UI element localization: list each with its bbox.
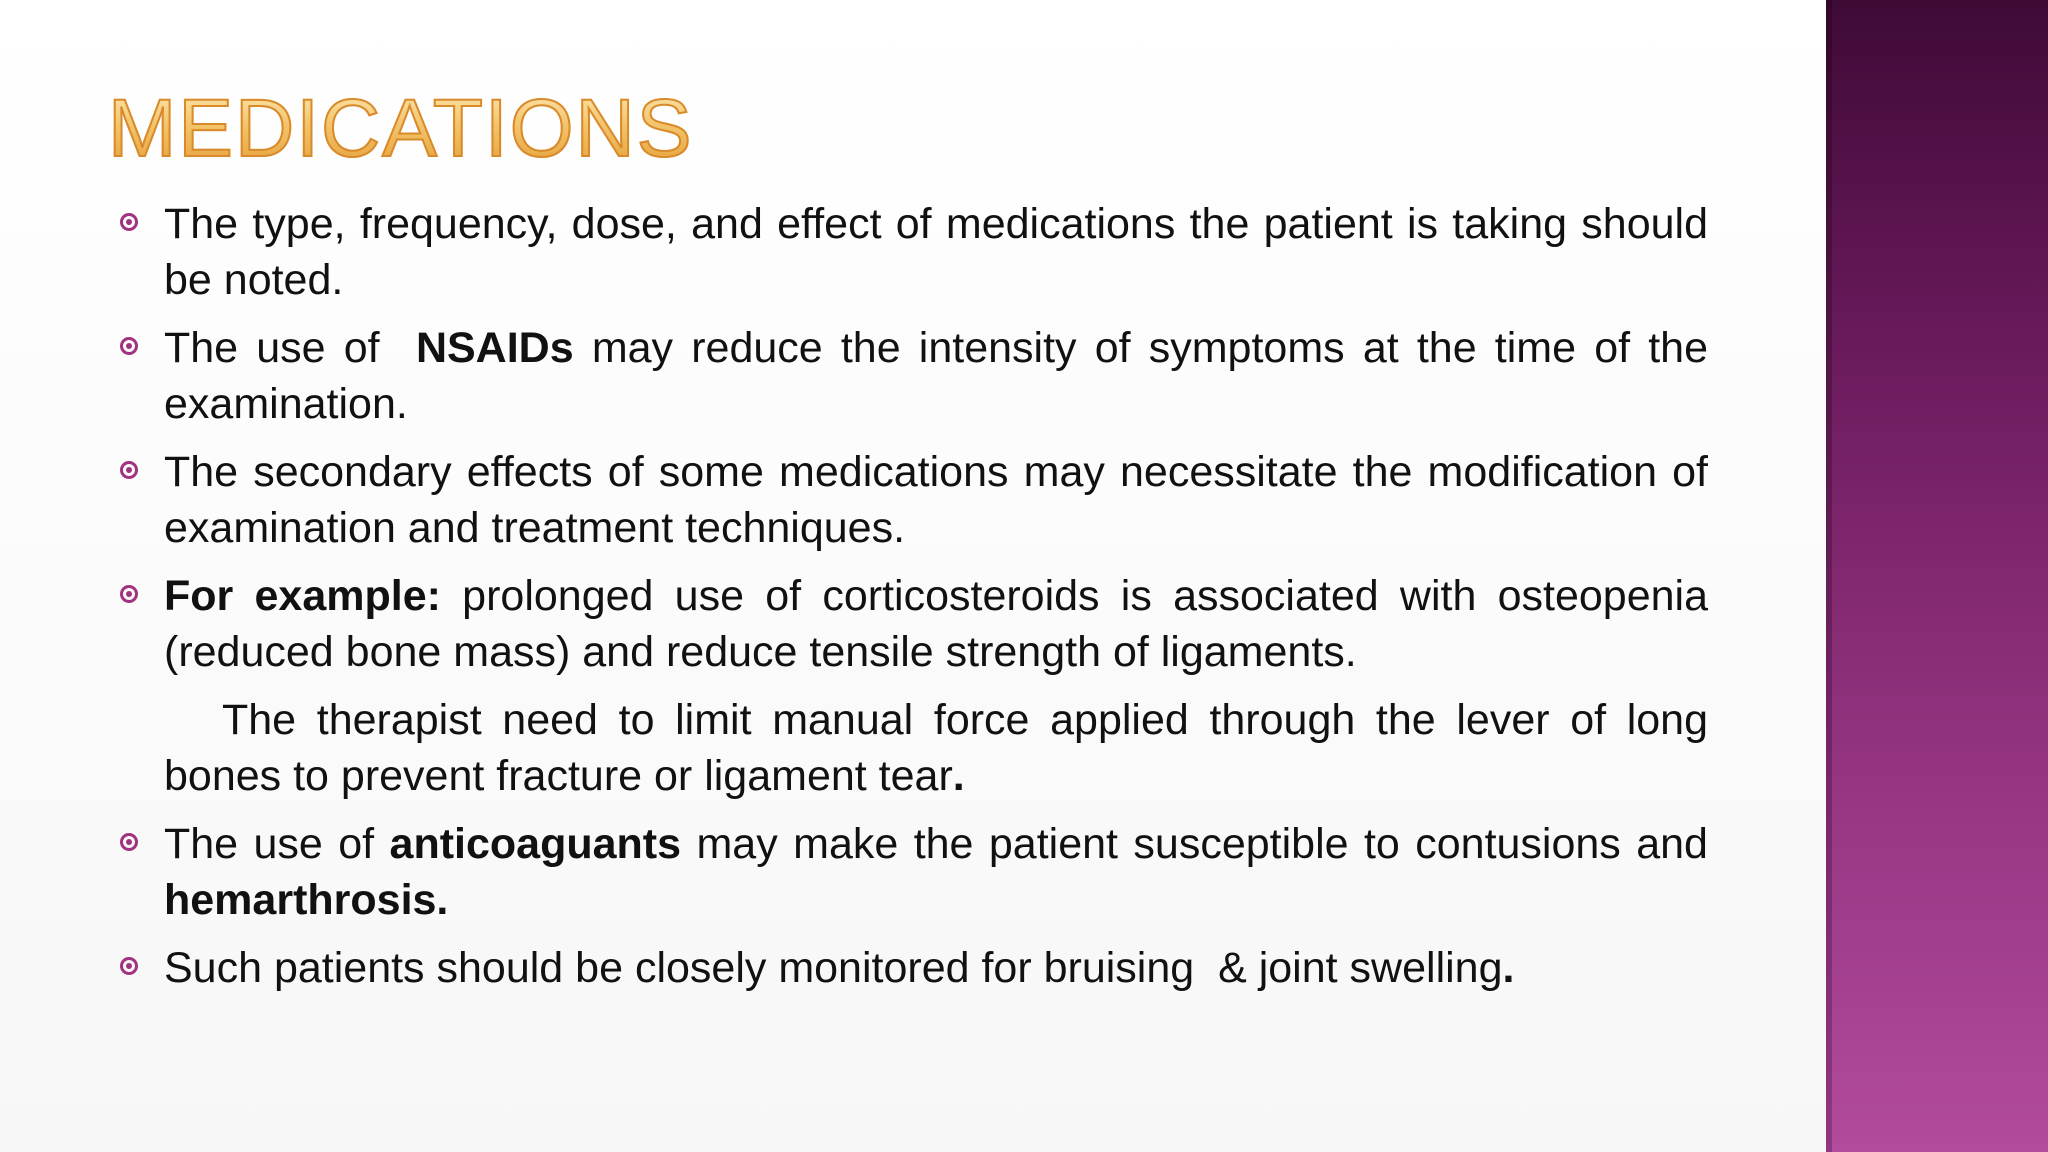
bullet-text: Such patients should be closely monitored for bruising & joint swelling xyxy=(164,944,1503,992)
bullet-text-bold: . xyxy=(1502,944,1515,992)
circled-dot-icon xyxy=(120,213,138,231)
circled-dot-icon xyxy=(120,461,138,479)
sub-paragraph-therapist xyxy=(116,692,1708,804)
bullet-list xyxy=(116,196,1720,1008)
bullet-item-secondary-effects xyxy=(116,444,1708,556)
circled-dot-icon xyxy=(120,337,138,355)
paragraph-text: The therapist need to limit manual force applied through the lever of long bones to prevent fracture or ligament tear xyxy=(164,696,1708,800)
bullet-item-nsaids xyxy=(116,320,1708,432)
bullet-item-example xyxy=(116,568,1708,680)
bullet-text-bold: For example: xyxy=(164,572,441,620)
circled-dot-icon xyxy=(120,833,138,851)
bullet-text-bold: NSAIDs xyxy=(415,324,574,372)
bullet-text: The secondary effects of some medications may necessitate the modification of examination and treatment techniques. xyxy=(164,448,1708,552)
bullet-item-anticoagulants xyxy=(116,816,1720,928)
circled-dot-icon xyxy=(120,957,138,975)
slide-title: MEDICATIONS xyxy=(108,83,694,174)
bullet-text: prolonged use of corticosteroids is associated with osteopenia (reduced bone mass) and reduce tensile strength of ligaments. xyxy=(164,572,1709,676)
bullet-text: may make the patient susceptible to contusions and xyxy=(681,820,1720,868)
bullet-text: The type, frequency, dose, and effect of medications the patient is taking should be noted. xyxy=(164,200,1708,304)
bullet-text: may reduce the intensity of symptoms at the time of the examination. xyxy=(164,324,1708,428)
bullet-text: The use of xyxy=(164,820,390,868)
bullet-item-monitoring xyxy=(116,940,1708,996)
bullet-text: The use of xyxy=(164,324,416,372)
bullet-text-bold: anticoaguants xyxy=(389,820,682,868)
circled-dot-icon xyxy=(120,585,138,603)
bullet-item-medication-notes xyxy=(116,196,1708,308)
decorative-side-band xyxy=(1826,0,2048,1152)
paragraph-text-bold: . xyxy=(952,752,965,800)
bullet-text-bold: hemarthrosis. xyxy=(164,876,449,924)
